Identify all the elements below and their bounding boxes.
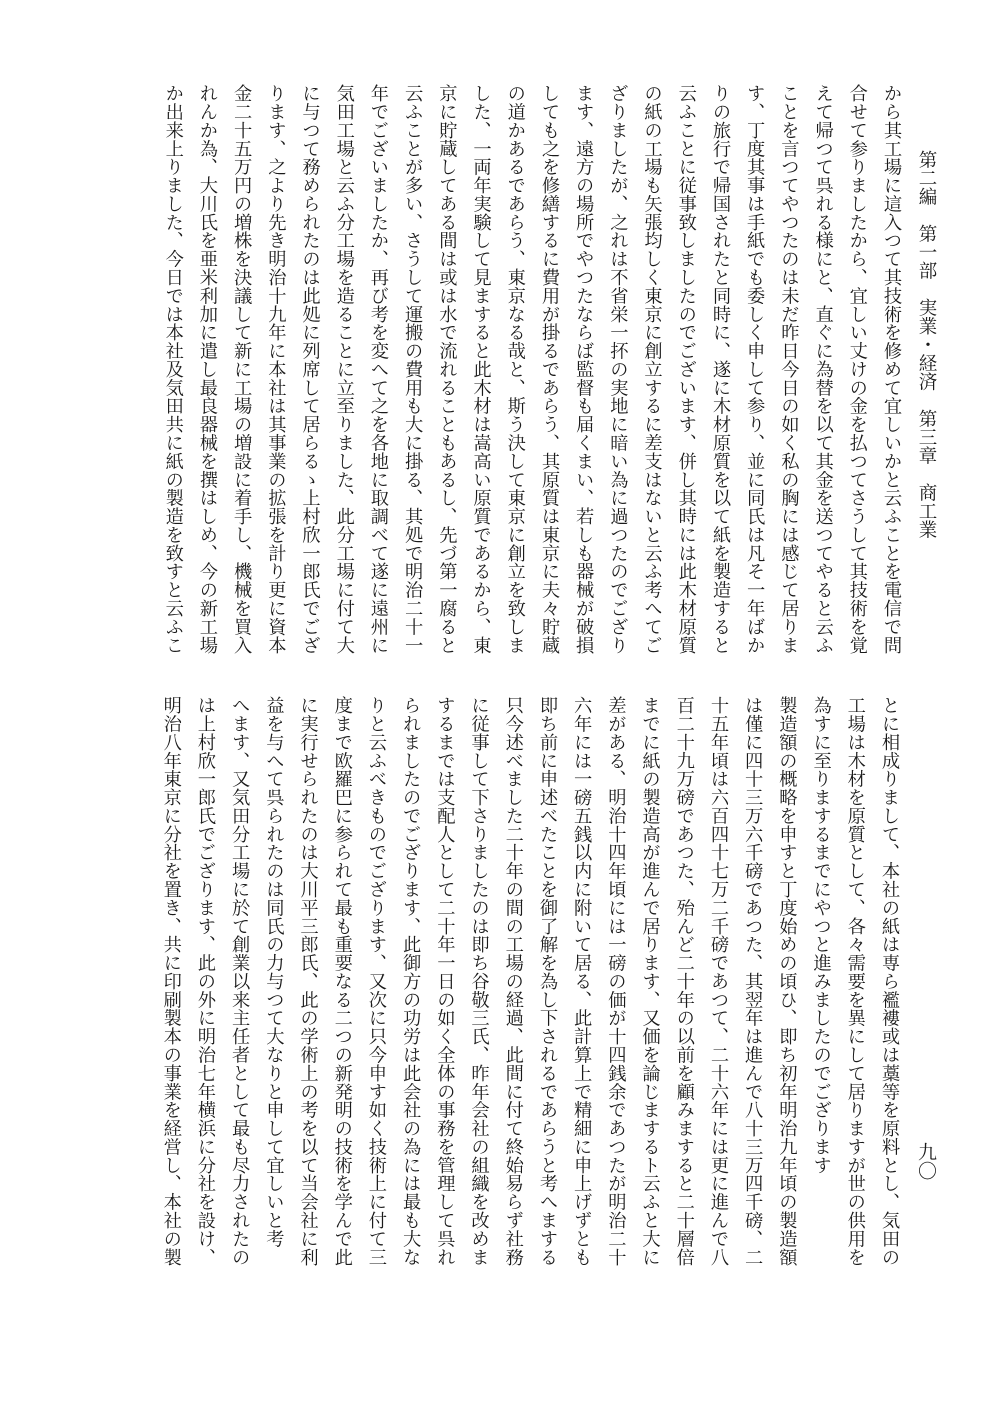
- text-line: に実行せられたのは大川平三郎氏、此の学術上の考を以て当会社に利: [297, 696, 319, 1267]
- text-line: られましたのでござります、此御方の功労は此会社の為には最も大な: [400, 696, 422, 1267]
- text-line: ざりましたが、之れは不省栄一抔の実地に暗い為に過つたのでござり: [607, 84, 629, 655]
- text-line: ことを言つてやつたのは未だ昨日今日の如く私の胸には感じて居りま: [778, 84, 800, 655]
- text-line: から其工場に這入つて其技術を修めて宜しいかと云ふことを電信で問: [881, 84, 902, 655]
- text-line: 金二十五万円の増株を決議して新に工場の増設に着手し、機械を買入: [231, 84, 253, 655]
- text-line: 合せて参りましたから、宜しい丈けの金を払つてさうして其技術を覚: [846, 84, 868, 655]
- text-line: りと云ふべきものでござります、又次に只今申す如く技術上に付て三: [365, 696, 387, 1267]
- text-line: した、一両年実験して見ますると此木材は嵩高い原質であるから、東: [470, 84, 492, 655]
- text-line: か出来上りました、今日では本社及気田共に紙の製造を致すと云ふこ: [162, 84, 184, 655]
- text-line: 益を与へて呉られたのは同氏の力与つて大なりと申して宜しいと考: [263, 696, 285, 1248]
- text-line: は上村欣一郎氏でござります、此の外に明治七年横浜に分社を設け、: [194, 696, 216, 1267]
- text-line: 度まで欧羅巴に参られて最も重要なる二つの新発明の技術を学んで此: [331, 696, 353, 1267]
- lower-text-block: [68, 696, 906, 1324]
- text-line: へます、又気田分工場に於て創業以来主任者として最も尽力されたの: [229, 696, 251, 1267]
- text-line: す、丁度其事は手紙でも委しく申して参り、並に同氏は凡そ一年ばか: [744, 84, 766, 655]
- text-line: 工場は木材を原質として、各々需要を異にして居りますが世の供用を: [844, 696, 866, 1267]
- text-line: の道かあるであらう、東京なる哉と、斯う決して東京に創立を致しま: [504, 84, 526, 655]
- text-line: 六年には一磅五銭以内に附いて居る、此計算上で精細に申上げずとも: [571, 696, 593, 1267]
- text-line: 製造額の概略を申すと丁度始めの頃ひ、即ち初年明治九年頃の製造額: [776, 696, 798, 1267]
- text-line: 差がある、明治十四年頃には一磅の価が十四銭余であつたが明治二十: [605, 696, 627, 1267]
- text-line: ります、之より先き明治十九年に本社は其事業の拡張を計り更に資本: [265, 84, 287, 655]
- text-line: 十五年頃は六百四十七万二千磅であつて、二十六年には更に進んで八: [707, 696, 729, 1267]
- text-line: 為すに至りまするまでにやつと進みましたのでござります: [810, 696, 832, 1175]
- text-line: に与つて務められたのは此処に列席して居らるゝ上村欣一郎氏でござ: [299, 84, 321, 655]
- text-line: りの旅行で帰国されたと同時に、遂に木材原質を以て紙を製造すると: [709, 84, 731, 655]
- text-line: までに紙の製造高が進んで居ります、又価を論じまするト云ふと大に: [639, 696, 661, 1267]
- text-line: れんか為、大川氏を亜米利加に遣し最良器械を撰はしめ、今の新工場: [196, 84, 218, 655]
- text-line: ます、遠方の場所でやつたならば監督も届くまい、若しも器械が破損: [573, 84, 595, 655]
- text-line: 只今述べました二十年の間の工場の経過、此間に付て終始易らず社務: [502, 696, 524, 1267]
- text-line: 年でございましたか、再び考を変へて之を各地に取調べて遂に遠州に: [367, 84, 389, 655]
- text-line: 云ふことが多い、さうして運搬の費用も大に掛る、其処で明治二十一: [402, 84, 424, 655]
- text-line: 云ふことに従事致しましたのでございます、併し其時には此木材原質: [675, 84, 697, 655]
- running-head: 第二編 第一部 実業・経済 第三章 商工業: [916, 150, 937, 539]
- text-line: は僅に四十三万六千磅であつた、其翌年は進んで八十三万四千磅、二: [742, 696, 764, 1267]
- text-line: とに相成りまして、本社の紙は専ら襤褸或は藁等を原料とし、気田の: [879, 696, 900, 1267]
- text-line: 百二十九万磅であつた、殆んど二十年の以前を顧みますると二十層倍: [673, 696, 695, 1267]
- text-line: えて帰つて呉れる様にと、直ぐに為替を以て其金を送つてやると云ふ: [812, 84, 834, 655]
- text-line: の紙の工場も矢張均しく東京に創立するに差支はないと云ふ考へてご: [641, 84, 663, 655]
- text-line: するまでは支配人として二十年一日の如く全体の事務を管理して呉れ: [434, 696, 456, 1267]
- page-number: 九〇: [915, 1142, 937, 1180]
- text-line: しても之を修繕するに費用が掛るであらう、其原質は東京に夫々貯蔵: [538, 84, 560, 655]
- text-line: 即ち前に申述べたことを御了解を為し下されるであらうと考へまする: [536, 696, 558, 1267]
- upper-text-block: [68, 84, 908, 674]
- text-line: 京に貯蔵してある間は或は水で流れることもあるし、先づ第一腐ると: [436, 84, 458, 655]
- text-line: 気田工場と云ふ分工場を造ることに立至りました、此分工場に付て大: [333, 84, 355, 655]
- text-line: に従事して下さりましたのは即ち谷敬三氏、昨年会社の組織を改めま: [468, 696, 490, 1267]
- text-line: 明治八年東京に分社を置き、共に印刷製本の事業を経営し、本社の製: [160, 696, 182, 1267]
